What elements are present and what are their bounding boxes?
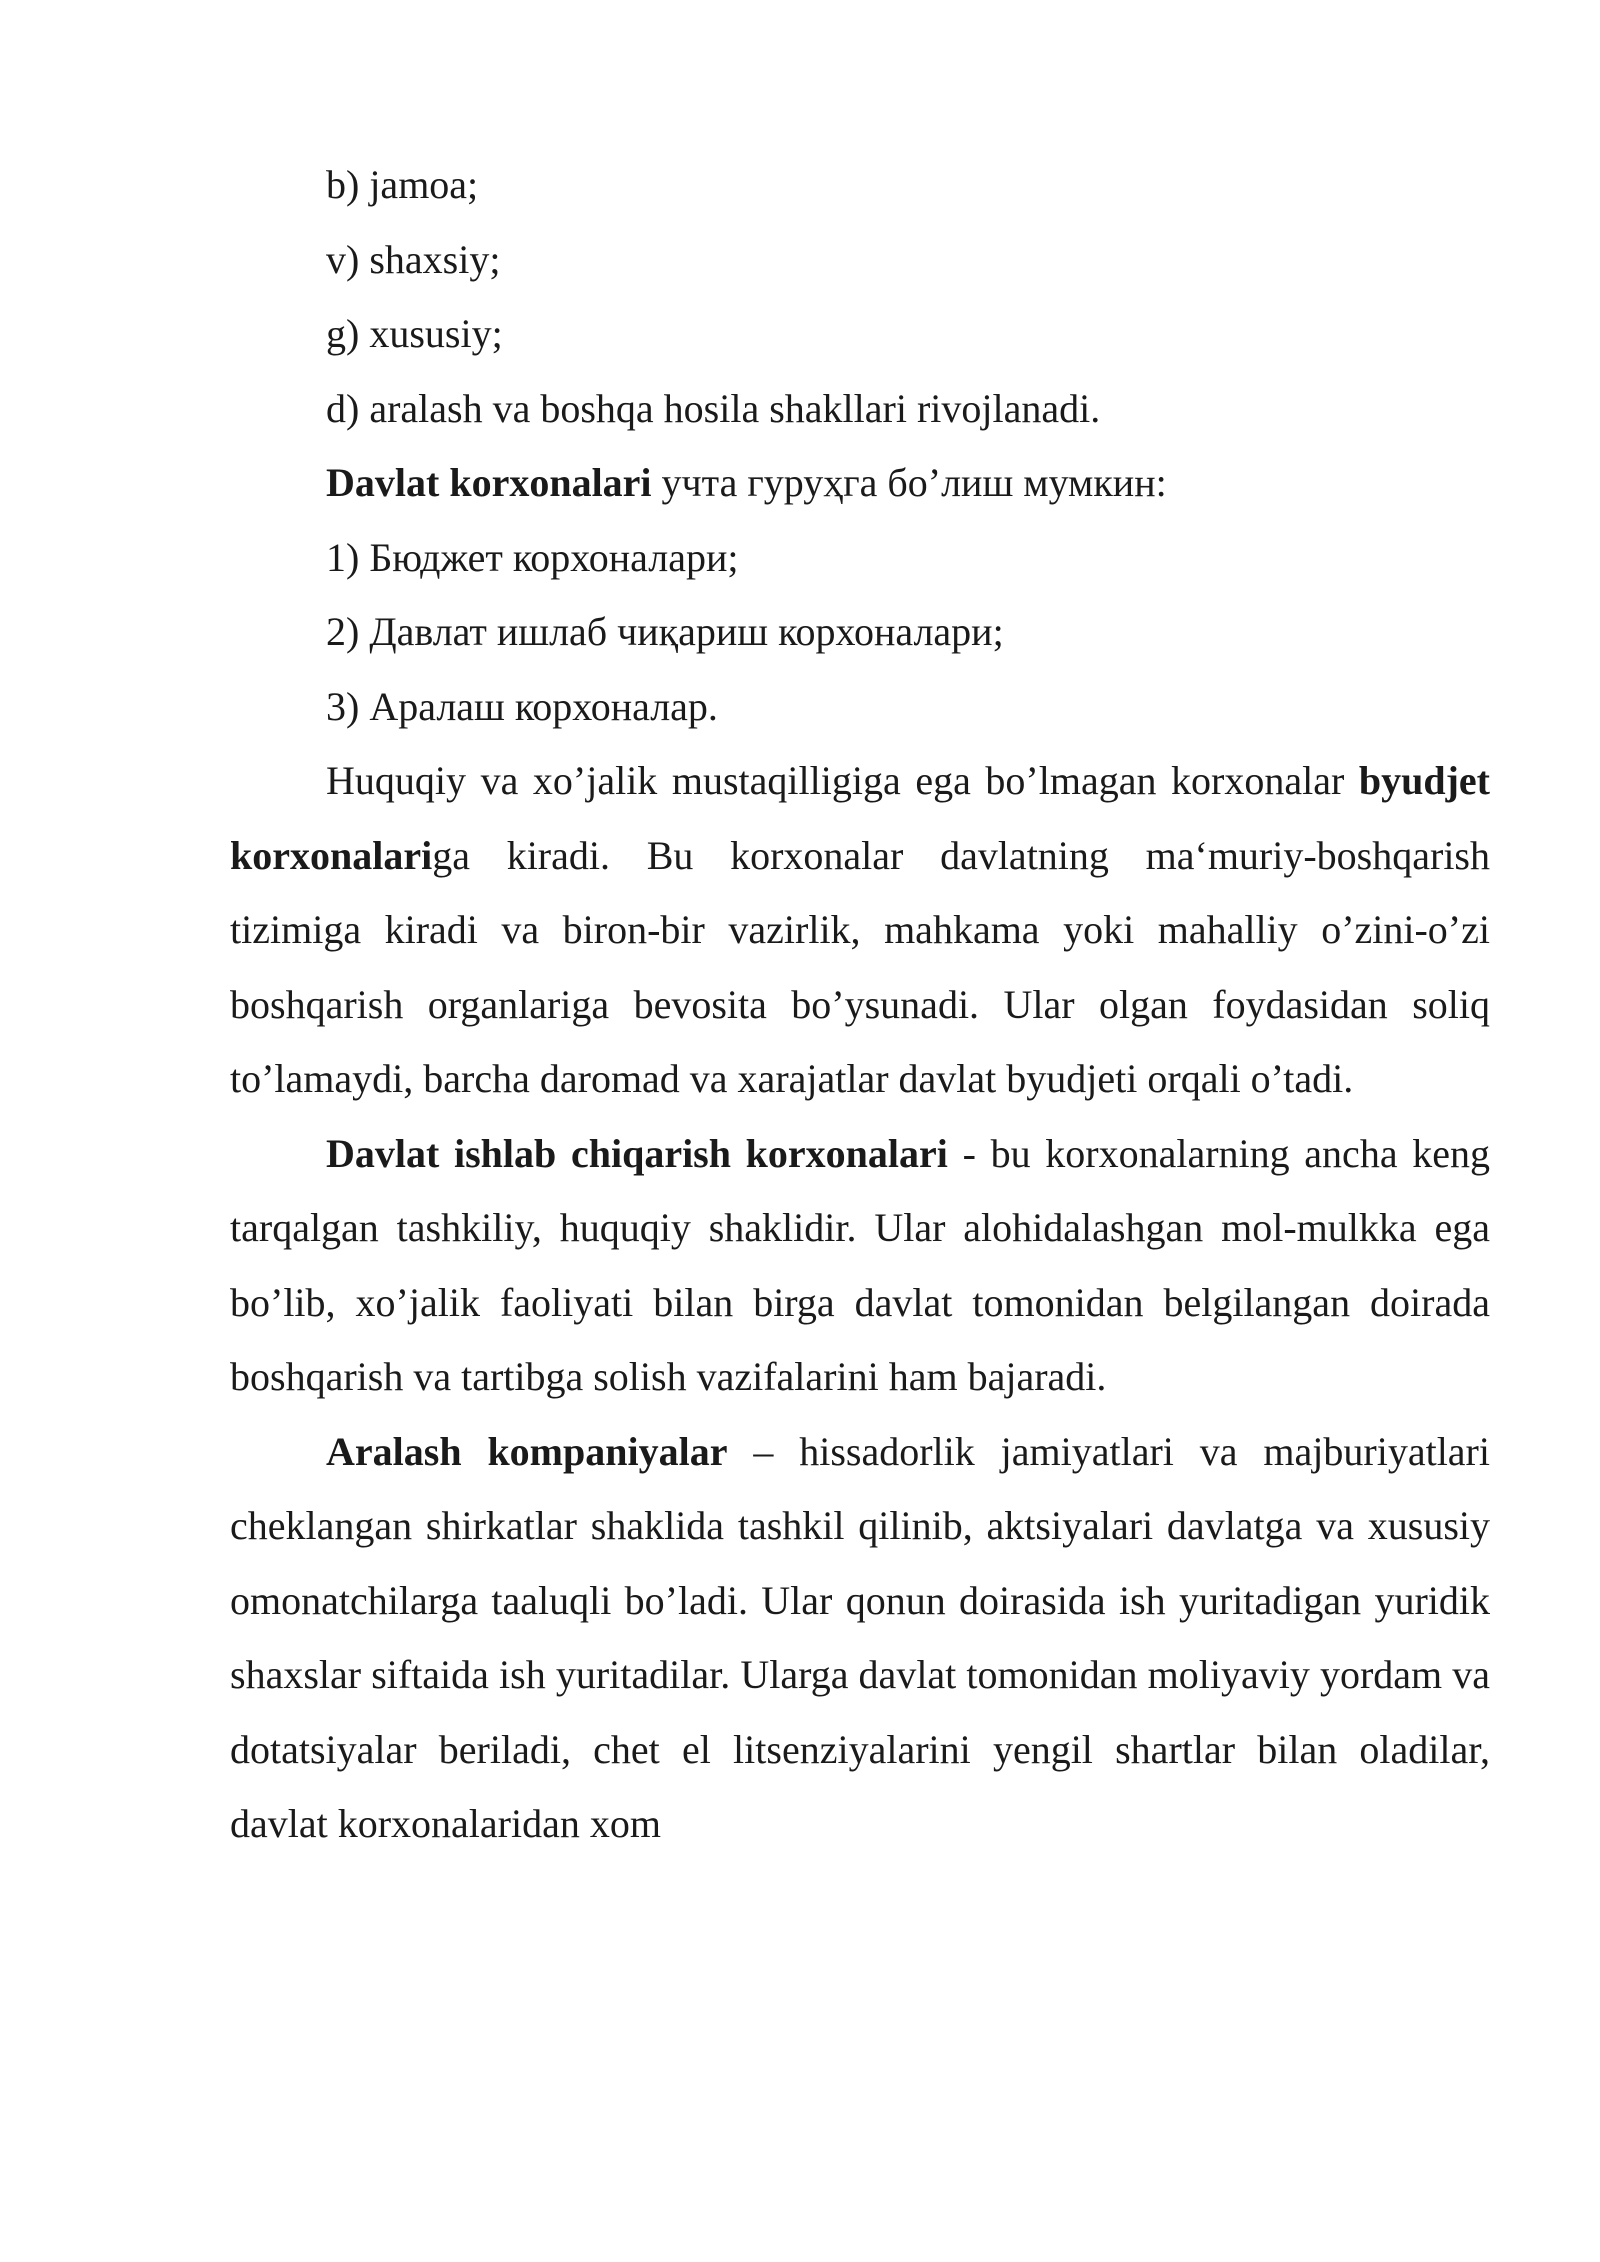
intro-rest: учта гуруҳга бо’лиш мумкин: <box>651 460 1167 505</box>
list-item-b: b) jamoa; <box>326 162 479 207</box>
paragraph-mixed-bold: Aralash kompaniyalar <box>326 1428 728 1474</box>
paragraph-budget-bold: byudjet korxonalari <box>230 758 1490 878</box>
document-page <box>230 148 1490 1862</box>
intro-bold: Davlat korxonalari <box>326 460 652 505</box>
paragraph-state-production <box>230 1117 1490 1415</box>
paragraph-mixed-rest: – hissadorlik jamiyatlari va majburiyatlari cheklangan shirkatlar shaklida tashkil qilinib, aktsiyalari davlatga va xususiy omonatchilarga taaluqli bo’ladi. Ular qonun doirasida ish yuritadigan yuridik shaxslar siftaida ish yuritadilar. Ularga davlat tomonidan moliyaviy yordam va dotatsiyalar beriladi, chet el litsenziyalarini yengil shartlar bilan oladilar, davlat korxonalaridan xom <box>230 1428 1490 1846</box>
paragraph-state-production-rest: - bu korxonalarning ancha keng tarqalgan tashkiliy, huquqiy shaklidir. Ular alohidalashgan mol-mulkka ega bo’lib, xo’jalik faoliyati bilan birga davlat tomonidan belgilangan doirada boshqarish va tartibga solish vazifalarini ham bajaradi. <box>230 1130 1490 1399</box>
list-item-v: v) shaxsiy; <box>326 236 501 282</box>
intro-line <box>230 446 1490 521</box>
paragraph-budget <box>230 744 1490 1117</box>
group-item-2: 2) Давлат ишлаб чиқариш корхоналари; <box>326 609 1004 654</box>
paragraph-mixed <box>230 1415 1490 1862</box>
paragraph-budget-rest: ga kiradi. Bu korxonalar davlatning ma‘muriy-boshqarish tizimiga kiradi va biron-bir vazirlik, mahkama yoki mahalliy o’zini-o’zi boshqarish organlariga bevosita bo’ysunadi. Ular olgan foydasidan soliq to’lamaydi, barcha daromad va xarajatlar davlat byudjeti orqali o’tadi. <box>230 832 1490 1101</box>
group-item-3: 3) Аралаш корхоналар. <box>326 683 718 729</box>
group-item-1: 1) Бюджет корхоналари; <box>326 534 739 580</box>
paragraph-budget-start: Huquqiy va xo’jalik mustaqilligiga ega bo’lmagan korxonalar <box>326 758 1359 803</box>
list-item-g: g) xususiy; <box>326 311 503 356</box>
paragraph-state-production-bold: Davlat ishlab chiqarish korxonalari <box>326 1130 948 1176</box>
list-item-d: d) aralash va boshqa hosila shakllari rivojlanadi. <box>326 385 1101 431</box>
